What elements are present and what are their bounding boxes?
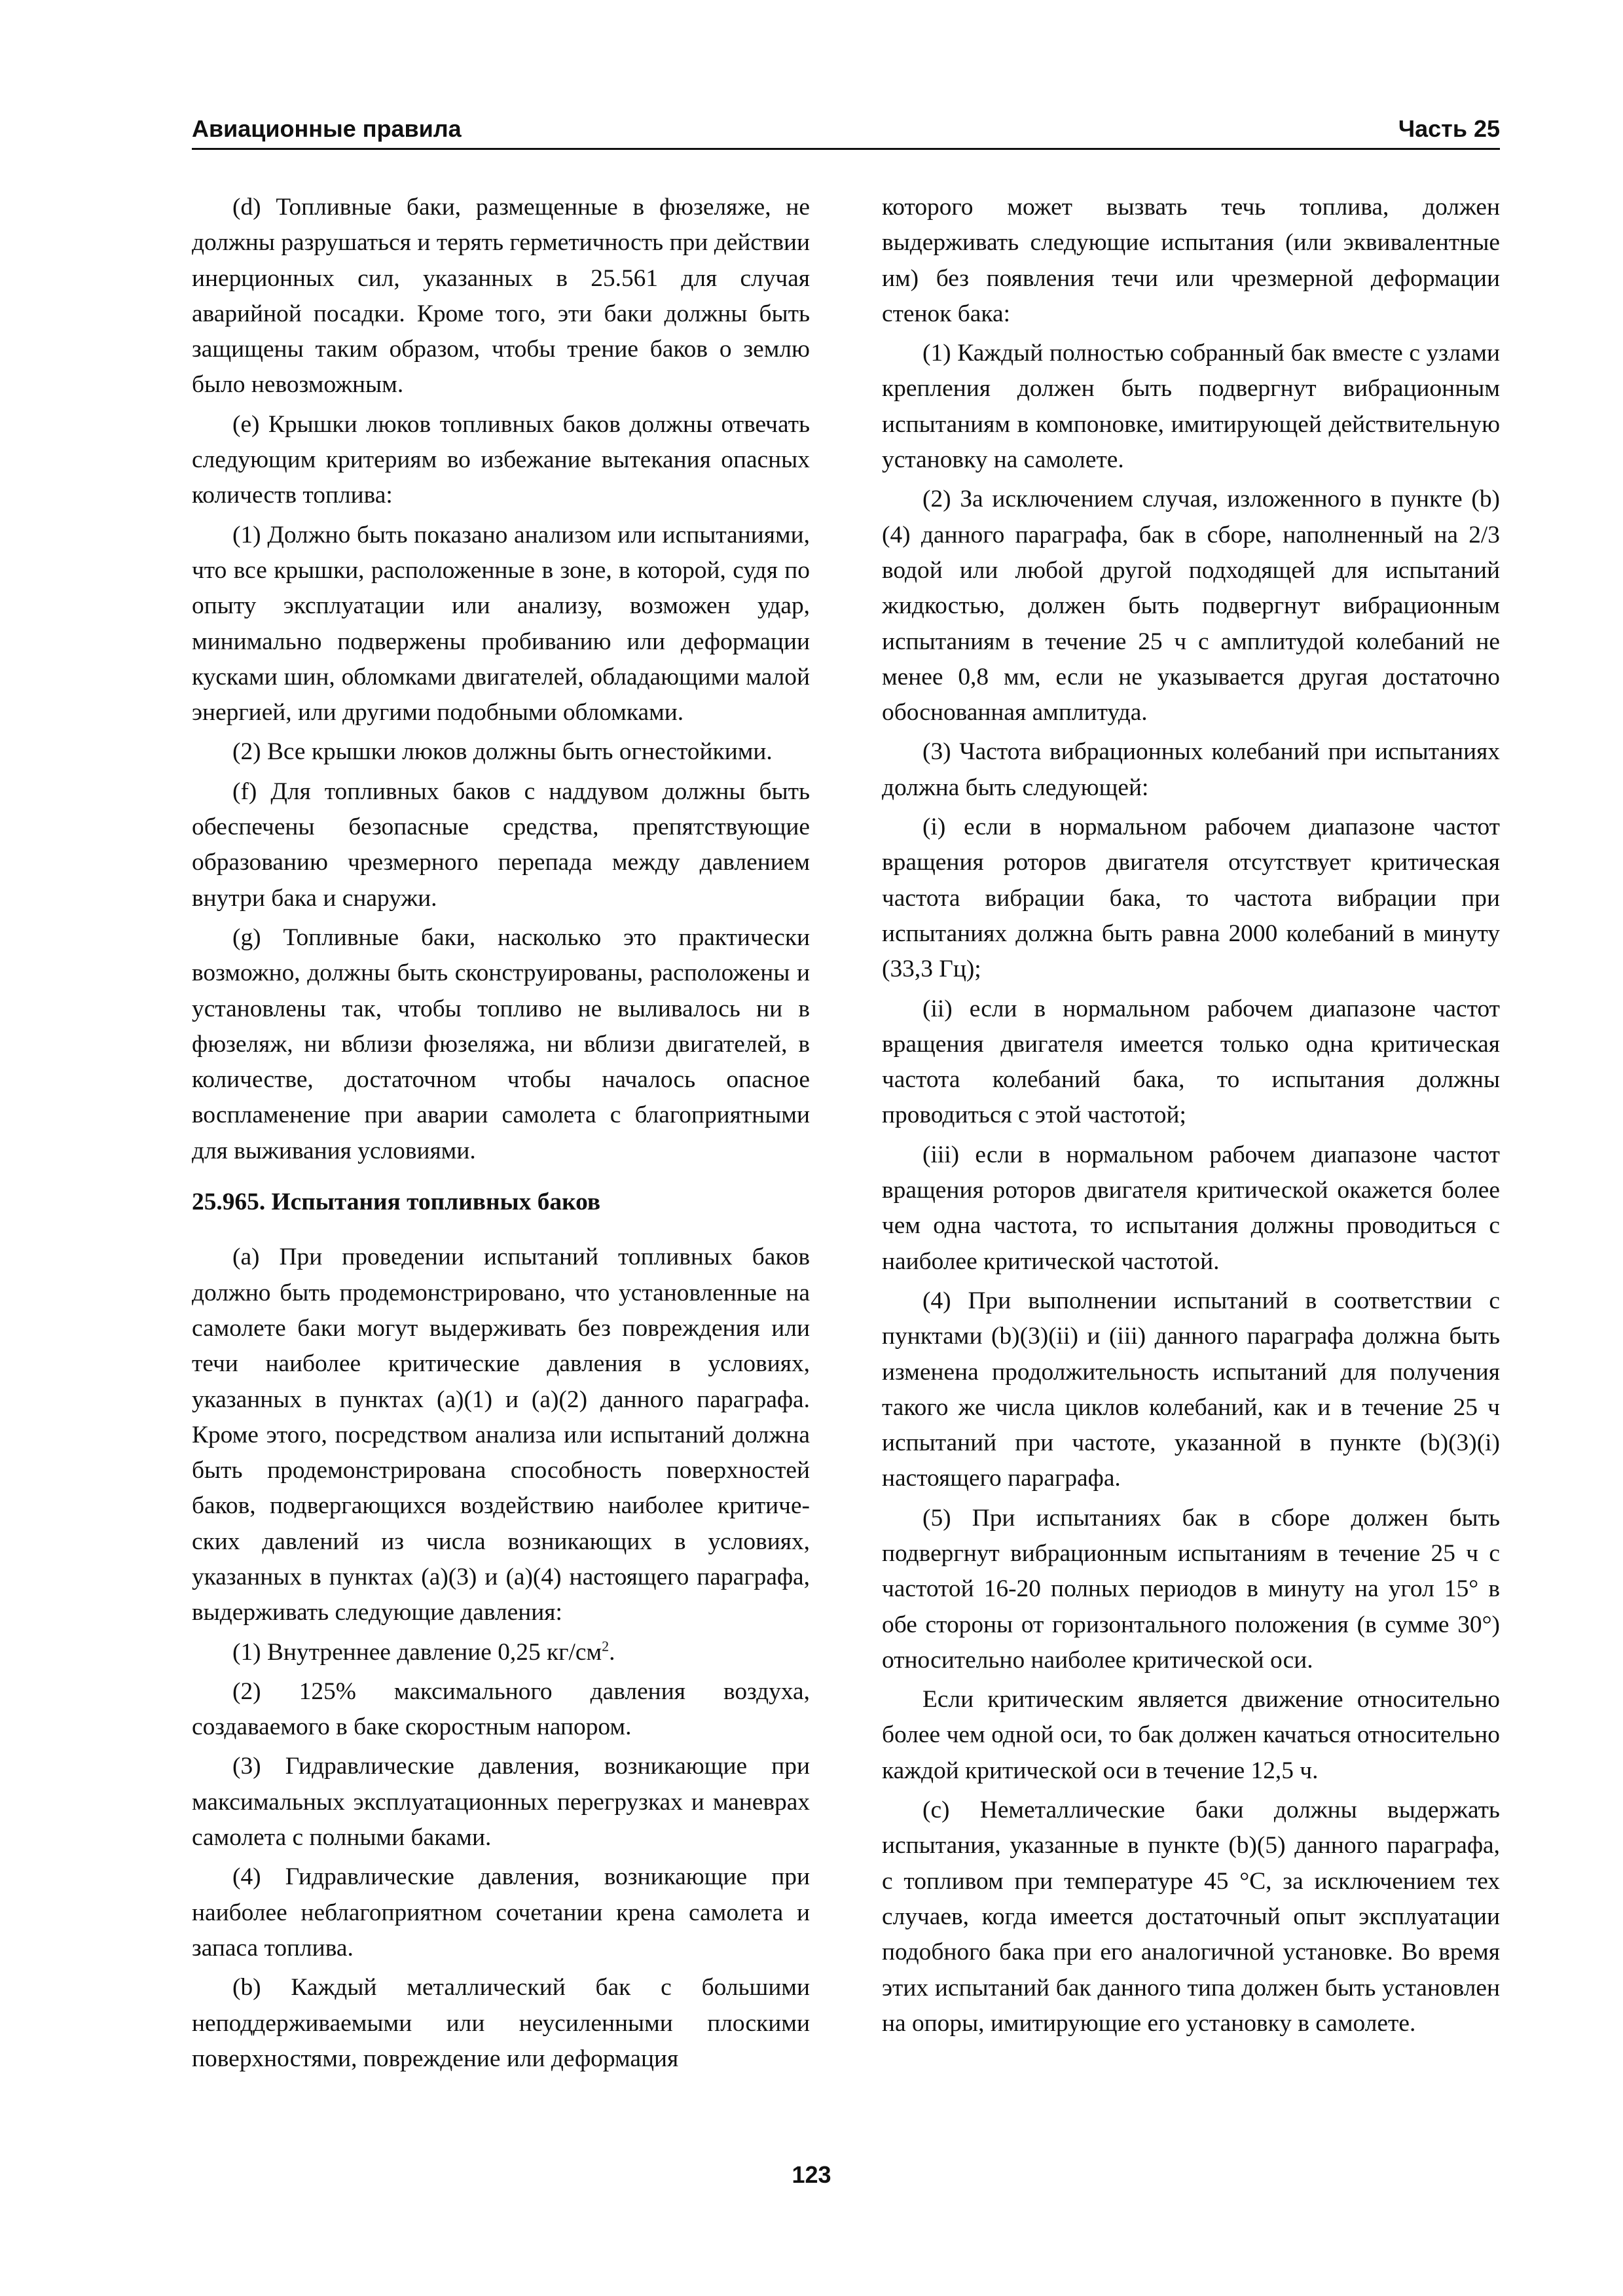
paragraph-b-3-i: (i) если в нормальном рабочем диапазоне частот вращения роторов двигателя отсутствует критическая частота вибрации бака, то частота вибрации при испытаниях должна быть равна 2000 колебаний в минуту (33,3 Гц); (882, 814, 1500, 983)
paragraph-a: (a) При проведении испытаний топливных баков должно быть продемонстрировано, что установленные на самолете баки могут выдерживать без повреждения или течи наиболее критические давления в условиях, указанных в пунктах (a)(1) и (a)(2) данного параграфа. Кроме этого, посредством анализа или испытаний должна быть продемонстрирована способность поверхностей баков, подвергающихся воздействию наиболее критических давлений из числа возникающих в условиях, указанных в пунктах (a)(3) и (a)(4) настоящего параграфа, выдерживать следующие давления: (192, 1244, 810, 1626)
page-number: 123 (792, 2161, 831, 2188)
section-heading: 25.965. Испытания топливных баков (192, 1189, 601, 1216)
paragraph-b-4: (4) При выполнении испытаний в соответствии с пунктами (b)(3)(ii) и (iii) данного параграфа должна быть изменена продолжительность испытаний для получения такого же числа циклов колебаний, как и в течение 25 ч испытаний при частоте, указанной в пункте (b)(3)(i) настоящего параграфа. (882, 1287, 1500, 1492)
paragraph-a-1 (192, 1635, 810, 1670)
paragraph-b-2: (2) За исключением случая, изложенного в пункте (b)(4) данного параграфа, бак в сборе, наполненный на 2/3 водой или любой другой подходящей для испытаний жидкостью, должен быть подвергнут вибрационным испытаниям в течение 25 ч с амплитудой колебаний не менее 0,8 мм, если не указывается другая достаточно обоснованная амплитуда. (882, 486, 1500, 726)
paragraph-d: (d) Топливные баки, размещенные в фюзеляже, не должны разрушаться и терять герметичность при действии инерционных сил, указанных в 25.561 для случая аварийной посадки. Кроме того, эти баки должны быть защищены таким образом, чтобы трение баков о землю было невозможным. (192, 194, 810, 399)
superscript: 2 (602, 1638, 610, 1655)
paragraph-b-1: (1) Каждый полностью собранный бак вместе с узлами крепления должен быть подвергнут вибрационным испытаниям в компоновке, имитирующей действительную установку на самолете. (882, 340, 1500, 474)
header-rule (192, 148, 1500, 150)
paragraph-a-2: (2) 125% максимального давления воздуха, создаваемого в баке скоростным напором. (192, 1677, 810, 1741)
paragraph-b-3: (3) Частота вибрационных колебаний при испытаниях должна быть следующей: (882, 738, 1500, 801)
paragraph-c: (c) Неметаллические баки должны выдержать испытания, указанные в пункте (b)(5) данного параграфа, с топливом при температуре 45 °С, за исключением тех случаев, когда имеется достаточный опыт эксплуатации подобного бака при его аналогичной установке. Во время этих испытаний бак данного типа должен быть установлен на опоры, имитирующие его установку в самолете. (882, 1797, 1500, 2037)
paragraph-e-1: (1) Должно быть показано анализом или испытаниями, что все крышки, расположенные в зоне, в которой, судя по опыту эксплуатации или анализу, возможен удар, минимально подвержены пробиванию или деформации кусками шин, обломками двигателей, обладающими малой энергией, или другими подобными обломками. (192, 521, 810, 726)
paragraph-e: (e) Крышки люков топливных баков должны отвечать следующим критериям во избежание вытекания опасных количеств топлива: (192, 410, 810, 509)
paragraph-e-2: (2) Все крышки люков должны быть огнестойкими. (232, 738, 773, 766)
paragraph-b-3-ii: (ii) если в нормальном рабочем диапазоне частот вращения двигателя имеется только одна критическая частота колебаний бака, то испытания должны проводиться с этой частотой; (882, 995, 1500, 1129)
right-column (882, 190, 1500, 2045)
paragraph-b-5: (5) При испытаниях бак в сборе должен быть подвергнут вибрационным испытаниям в течение 25 ч с частотой 16-20 полных периодов в минуту на угол 15° в обе стороны от горизонтального положения (в сумме 30°) относительно наиболее критической оси. (882, 1504, 1500, 1674)
paragraph-b-cont: которого может вызвать течь топлива, должен выдерживать следующие испытания (или эквивалентные им) без появления течи или чрезмерной деформации стенок бака: (882, 194, 1500, 327)
paragraph-f: (f) Для топливных баков с наддувом должны быть обеспечены безопасные средства, препятствующие образованию чрезмерного перепада между давлением внутри бака и снаружи. (192, 778, 810, 912)
left-column (192, 190, 810, 2081)
paragraph-b-3-iii: (iii) если в нормальном рабочем диапазоне частот вращения роторов двигателя критической окажется более чем одна частота, то испытания должны проводиться с наиболее критической частотой. (882, 1141, 1500, 1275)
paragraph-b-5-note: Если критическим является движение относительно более чем одной оси, то бак должен качаться относительно каждой критической оси в течение 12,5 ч. (882, 1686, 1500, 1784)
paragraph-a-1-text: (1) Внутреннее давление 0,25 кг/см (232, 1638, 602, 1666)
paragraph-a-1-end: . (609, 1638, 615, 1666)
paragraph-a-4: (4) Гидравлические давления, возникающие при наиболее неблагоприятном сочетании крена самолета и запаса топлива. (192, 1863, 810, 1962)
header-part: Часть 25 (1398, 115, 1500, 142)
paragraph-a-3: (3) Гидравлические давления, возникающие при максимальных эксплуатационных перегрузках и маневрах самолета с полными баками. (192, 1753, 810, 1852)
running-header (192, 110, 1500, 147)
paragraph-g: (g) Топливные баки, насколько это практически возможно, должны быть сконструированы, расположены и установлены так, чтобы топливо не выливалось ни в фюзеляж, ни вблизи фюзеляжа, ни вблизи двигателей, в количестве, достаточном чтобы началось опасное воспламенение при аварии самолета с благоприятными для выживания условиями. (192, 924, 810, 1164)
header-title: Авиационные правила (192, 115, 462, 142)
paragraph-b: (b) Каждый металлический бак с большими неподдерживаемыми или неусиленными плоскими поверхностями, повреждение или деформация (192, 1974, 810, 2072)
